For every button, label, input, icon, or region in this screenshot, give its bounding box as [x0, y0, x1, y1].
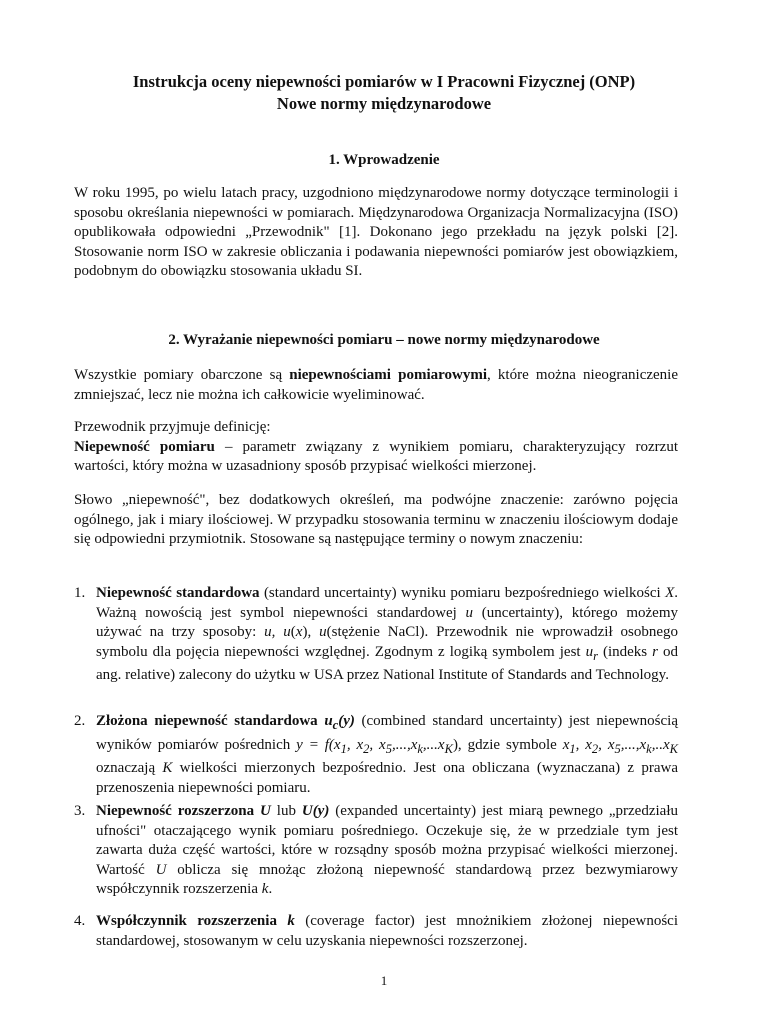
subscript: c: [332, 718, 339, 732]
text-run: (: [290, 624, 296, 640]
italic-symbol: , x: [369, 736, 386, 753]
text-run: ),: [302, 624, 320, 640]
subscript: 5: [385, 741, 392, 756]
bold-term: Niepewność standardowa: [96, 585, 260, 601]
italic-symbol: x: [295, 624, 303, 640]
list-item-text: [96, 802, 678, 900]
section-heading-uncertainty: 2. Wyrażanie niepewności pomiaru – nowe normy międzynarodowe: [168, 332, 600, 348]
italic-symbol: X: [665, 585, 675, 601]
text-run: (indeks: [597, 643, 653, 660]
text-run: (stężenie NaCl). Przewodnik nie wprowadził osobnego symbolu dla pojęcia niepewności względnej. Zgodnym z logiką symbolem jest: [96, 624, 679, 660]
text-run: oznaczają: [96, 760, 163, 776]
subscript: 2: [591, 741, 599, 756]
subscript: K: [669, 741, 678, 756]
text-run: lub: [270, 803, 302, 819]
italic-symbol: u: [319, 624, 327, 640]
list-number: 4.: [74, 913, 86, 929]
bold-term: niepewnościami pomiarowymi: [289, 367, 487, 383]
text-run: Przewodnik przyjmuje definicję:: [74, 419, 271, 435]
text-run: oblicza się mnożąc złożoną niepewność standardową przez bezwymiarowy współczynnik rozszerzenia: [96, 861, 678, 897]
text-run: (combined standard uncertainty) jest niepewnością wyników pomiarów pośrednich: [96, 713, 678, 753]
italic-symbol: k: [287, 913, 295, 929]
bold-term: Złożona niepewność standardowa: [96, 713, 325, 729]
italic-symbol: r: [652, 643, 658, 660]
text-run: (uncertainty), którego możemy używać na trzy sposoby:: [96, 604, 678, 640]
italic-symbol: U: [155, 861, 167, 878]
list-number: 2.: [74, 713, 86, 729]
text-run: od ang. relative) zalecony do użytku w USA przez National Institute of Standards and Technology.: [96, 643, 679, 683]
document-subtitle: Nowe normy międzynarodowe: [276, 94, 492, 113]
text-run: wielkości mierzonych bezpośrednio. Jest ona obliczana (wyznaczana) z prawa przenoszenia niepewności pomiaru.: [96, 760, 678, 796]
text-run: (coverage factor) jest mnożnikiem złożonej niepewności standardowej, stosowanym w celu uzyskania niepewności rozszerzonej.: [96, 913, 678, 949]
italic-symbol: u: [585, 643, 594, 660]
bold-term: Niepewność rozszerzona: [96, 803, 261, 819]
subscript: k: [417, 741, 423, 756]
introduction-paragraph: W roku 1995, po wielu latach pracy, uzgodniono międzynarodowe normy dotyczące terminologii i sposobu określania niepewności w pomiarach. Międzynarodowa Organizacja Normalizacyjna (ISO) opublikowała odpowiedni „Przewodnik" [1]. Dokonano jego przekładu na język polski [2]. Stosowanie norm ISO w zakresie obliczania i podawania niepewności pomiarów jest obowiązkiem, podobnym do obowiązku stosowania układu SI.: [74, 185, 678, 279]
italic-symbol: , x: [575, 736, 592, 753]
subscript: 2: [363, 741, 370, 756]
subscript: 5: [614, 741, 621, 756]
italic-symbol: x: [562, 736, 570, 753]
text-run: , które można nieograniczenie zmniejszać, lecz nie można ich całkowicie wyeliminować.: [74, 367, 679, 403]
paragraph-definition: [74, 418, 678, 477]
text-run: . Ważną nowością jest symbol niepewności standardowej: [96, 585, 678, 621]
list-number: 1.: [74, 585, 86, 601]
italic-symbol: U: [260, 803, 271, 819]
page-number: 1: [380, 973, 388, 988]
text-run: .: [268, 881, 273, 897]
subscript: 1: [569, 741, 576, 756]
text-run: (standard uncertainty) wyniku pomiaru bezpośredniego wielkości: [259, 585, 666, 601]
subscript: r: [593, 648, 598, 663]
subscript: 1: [340, 741, 347, 756]
italic-symbol: ,...,x: [391, 736, 418, 753]
italic-symbol: u: [465, 604, 474, 621]
italic-symbol: u, u: [264, 624, 291, 640]
bold-term: Niepewność pomiaru: [74, 438, 215, 455]
text-run: – parametr związany z wynikiem pomiaru, charakteryzujący rozrzut wartości, który można w uzasadniony sposób przypisać wielkości mierzonej.: [74, 438, 678, 474]
italic-symbol: K: [162, 760, 173, 776]
italic-symbol: y = f(x: [296, 736, 341, 753]
subscript: K: [444, 741, 453, 756]
text-run: ), gdzie symbole: [452, 736, 563, 753]
list-item-text: [96, 584, 678, 686]
text-run: (expanded uncertainty) jest miarą pewnego „przedziału ufności" otaczającego wynik pomiaru pośredniego. Oczekuje się, że w przedziale tym jest zawarta duża część wartości, które w rozsądny sposób można przypisać wielkości mierzonej. Wartość: [96, 803, 678, 878]
list-number: 3.: [74, 803, 86, 819]
italic-symbol: , x: [346, 736, 364, 753]
list-item-text: [96, 712, 678, 798]
paragraph-word-meaning: Słowo „niepewność", bez dodatkowych określeń, ma podwójne znaczenie: zarówno pojęcia ogólnego, jak i miary ilościowej. W przypadku stosowania terminu w znaczeniu ilościowym dodaje się odpowiedni przymiotnik. Stosowane są następujące terminy o nowym znaczeniu:: [74, 492, 678, 547]
list-item-text: [96, 912, 678, 951]
italic-symbol: u: [324, 713, 333, 729]
bold-term: Współczynnik rozszerzenia: [96, 913, 288, 929]
italic-symbol: U(y): [301, 803, 330, 819]
italic-symbol: k: [261, 881, 269, 897]
paragraph-measurement-uncertainties: [74, 366, 678, 405]
italic-symbol: , x: [598, 736, 615, 753]
section-heading-introduction: 1. Wprowadzenie: [328, 152, 440, 168]
subscript: k: [646, 741, 652, 756]
italic-symbol: ,...x: [422, 736, 445, 753]
italic-symbol: (y): [338, 713, 355, 729]
italic-symbol: ,...,x: [620, 736, 647, 753]
document-title: Instrukcja oceny niepewności pomiarów w I Pracowni Fizycznej (ONP): [132, 72, 636, 91]
text-run: Wszystkie pomiary obarczone są: [74, 367, 290, 383]
italic-symbol: ,..x: [651, 736, 670, 753]
